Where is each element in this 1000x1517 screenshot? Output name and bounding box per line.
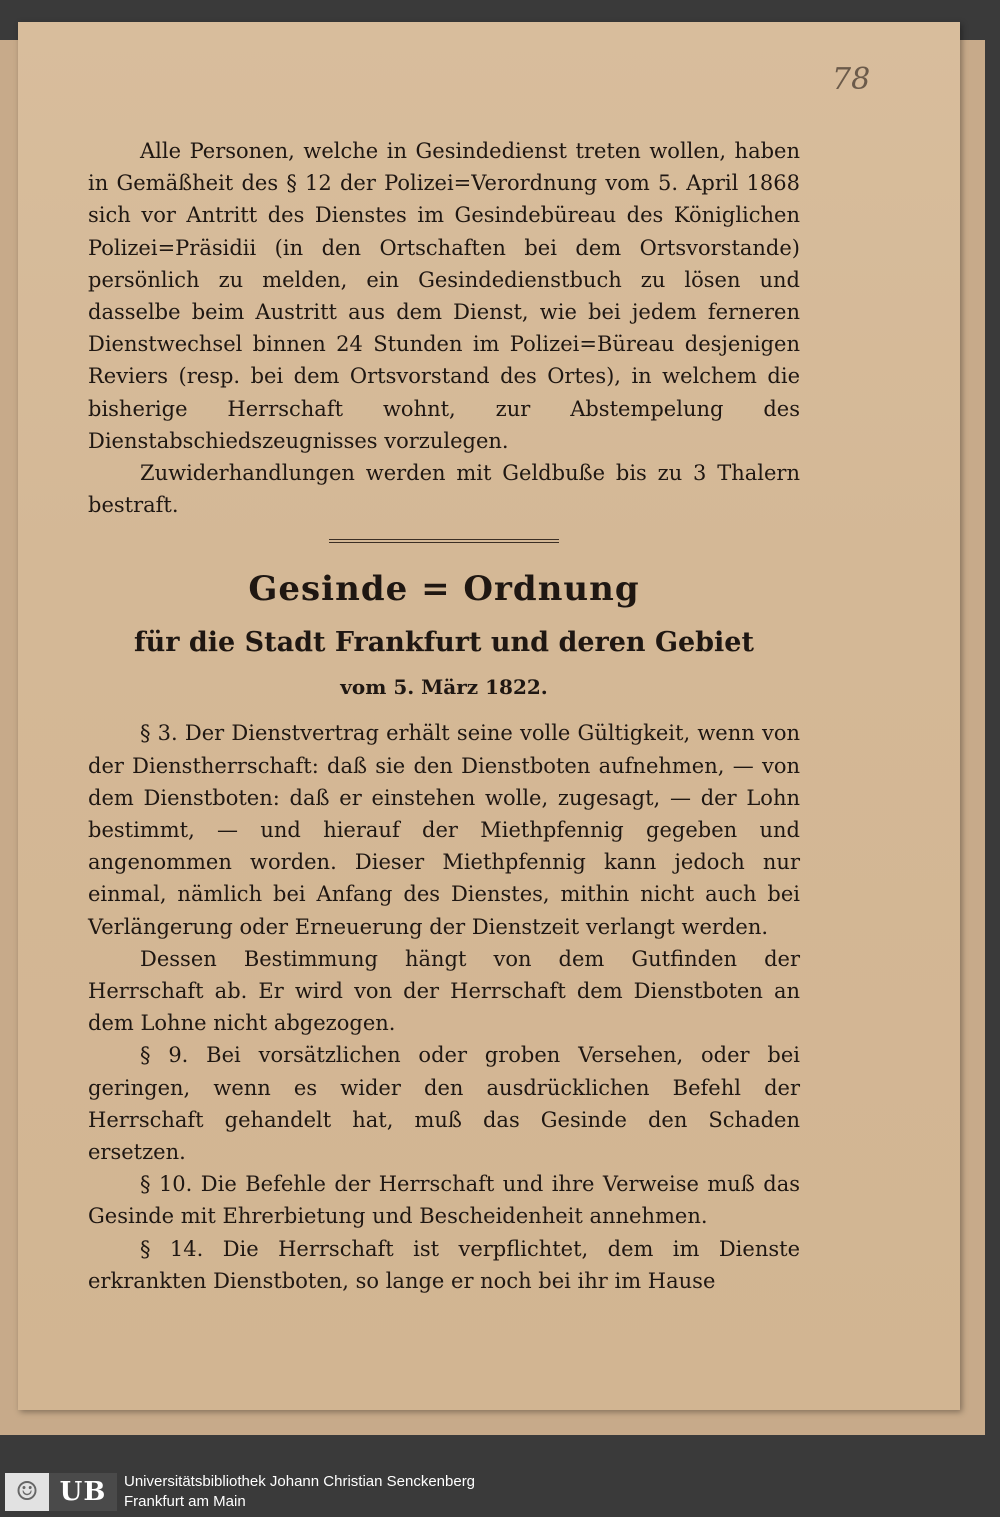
double-rule-divider [329, 539, 559, 543]
section-title: Gesinde = Ordnung [248, 569, 640, 610]
paragraph-section-3: § 3. Der Dienstvertrag erhält seine volle Gültigkeit, wenn von der Dienstherrschaft: daß sie den Dienstboten aufnehmen, — von dem Dienstboten: daß er einstehen wolle, zugesagt, — der Lohn bestimmt, — und hierauf der Miethpfennig gegeben und angenommen worden. Dieser Miethpfennig kann jedoch nur einmal, nämlich bei Anfang des Dienstes, mithin nicht auch bei Verlängerung oder Erneuerung der Dienstzeit verlangt werden. [88, 721, 800, 939]
penalty-paragraph: Zuwiderhandlungen werden mit Geldbuße bis zu 3 Thalern bestraft. [88, 461, 800, 518]
paragraph-miethpfennig: Dessen Bestimmung hängt von dem Gutfinden der Herrschaft ab. Er wird von der Herrschaft dem Dienstboten an dem Lohne nicht abgezogen. [88, 946, 800, 1036]
library-logo[interactable] [5, 1473, 117, 1511]
library-footer [0, 1467, 1000, 1517]
intro-paragraph: Alle Personen, welche in Gesindedienst treten wollen, haben in Gemäßheit des § 12 der Polizei=Verordnung vom 5. April 1868 sich vor Antritt des Dienstes im Gesindebüreau des Königlichen Polizei=Präsidii (in den Ortschaften bei dem Ortsvorstande) persönlich zu melden, ein Gesindedienstbuch zu lösen und dasselbe beim Austritt aus dem Dienst, wie bei jedem ferneren Dienstwechsel binnen 24 Stunden im Polizei=Büreau desjenigen Reviers (resp. bei dem Ortsvorstand des Ortes), in welchem die bisherige Herrschaft wohnt, zur Abstempelung des Dienstabschiedszeugnisses vorzulegen. [88, 139, 800, 453]
paragraph-section-9: § 9. Bei vorsätzlichen oder groben Versehen, oder bei geringen, wenn es wider den ausdrücklichen Befehl der Herrschaft gehandelt hat, muß das Gesinde den Schaden ersetzen. [88, 1043, 800, 1165]
portrait-icon: ☺ [5, 1473, 49, 1511]
library-name [124, 1472, 475, 1512]
paragraph-section-10: § 10. Die Befehle der Herrschaft und ihre Verweise muß das Gesinde mit Ehrerbietung und Bescheidenheit annehmen. [88, 1172, 800, 1229]
library-name-line2: Frankfurt am Main [124, 1493, 246, 1510]
ub-logo-text: UB [49, 1473, 117, 1511]
paragraph-section-14: § 14. Die Herrschaft ist verpflichtet, dem im Dienste erkrankten Dienstboten, so lange er noch bei ihr im Hause [88, 1236, 800, 1293]
section-date: vom 5. März 1822. [340, 675, 548, 700]
page-number: 78 [832, 62, 871, 97]
library-name-line1: Universitätsbibliothek Johann Christian Senckenberg [124, 1473, 476, 1490]
section-subtitle: für die Stadt Frankfurt und deren Gebiet [134, 627, 754, 659]
page-text [88, 135, 800, 1297]
